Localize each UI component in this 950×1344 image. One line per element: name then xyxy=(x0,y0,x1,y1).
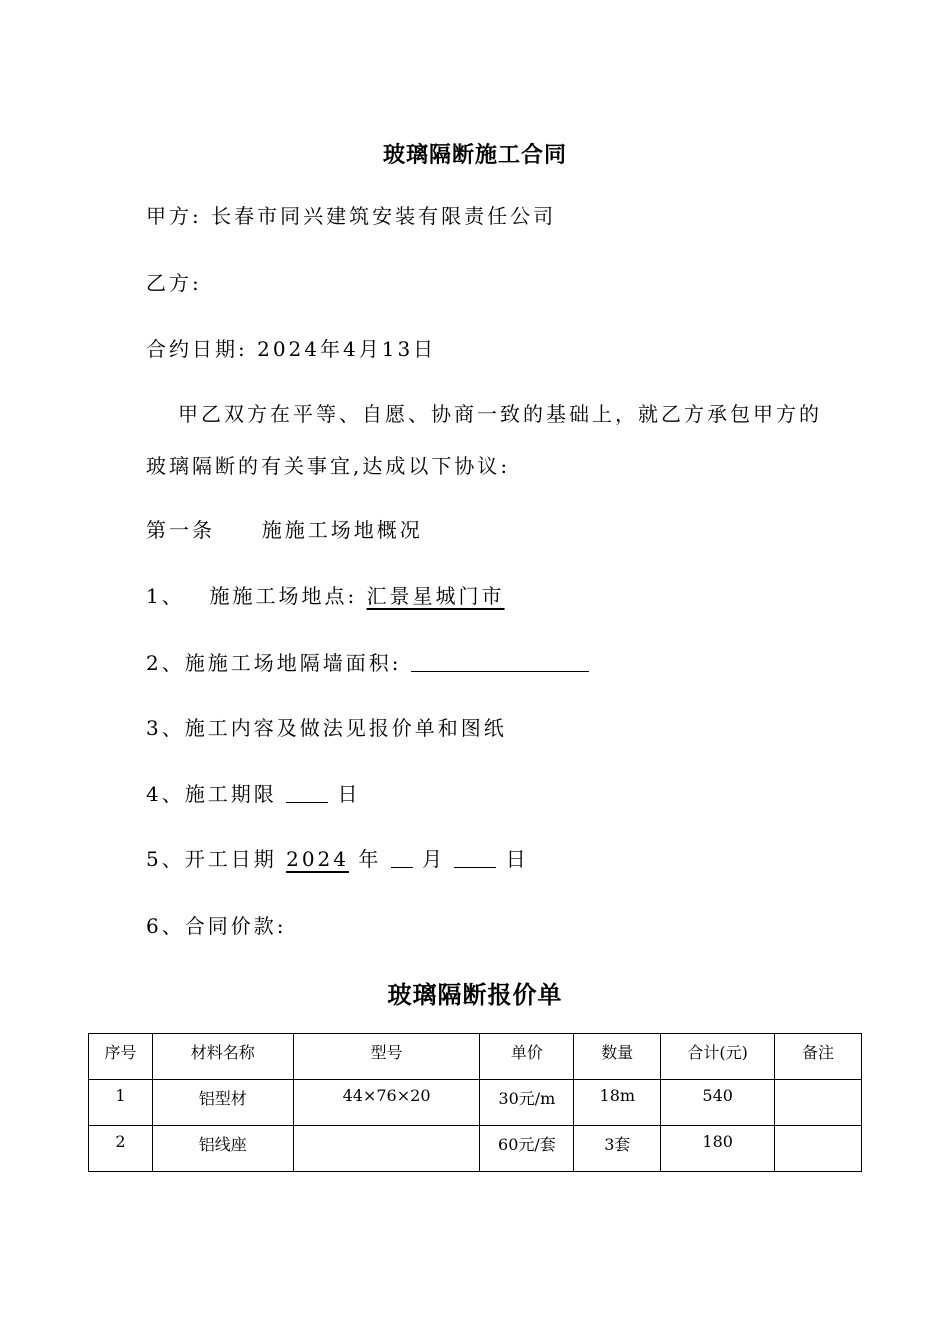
item-5-year-suffix: 年 xyxy=(358,847,382,871)
row-1-total: 540 xyxy=(661,1080,775,1126)
item-5-month-suffix: 月 xyxy=(422,847,446,871)
intro-line-1: 甲乙双方在平等、自愿、协商一致的基础上，就乙方承包甲方的 xyxy=(178,402,822,426)
item-4-suffix: 日 xyxy=(337,782,361,806)
article-1-label: 第一条 xyxy=(146,518,215,542)
quote-table xyxy=(88,1033,862,1172)
row-1-material: 铝型材 xyxy=(152,1080,293,1126)
header-cell: 合计(元) xyxy=(661,1034,775,1080)
header-cell: 材料名称 xyxy=(152,1034,293,1080)
row-2-index: 2 xyxy=(89,1126,153,1172)
table-row xyxy=(89,1080,862,1126)
table-row xyxy=(89,1126,862,1172)
item-2-blank xyxy=(411,649,589,672)
item-1-text: 施施工场地点: xyxy=(209,584,358,608)
article-1-heading xyxy=(146,516,423,544)
row-1-model: 44×76×20 xyxy=(293,1080,480,1126)
item-5-month-blank xyxy=(391,845,413,868)
contract-date-line xyxy=(146,335,436,363)
item-2 xyxy=(146,649,589,677)
item-4-blank xyxy=(286,780,328,803)
row-2-model xyxy=(293,1126,480,1172)
item-3: 3、施工内容及做法见报价单和图纸 xyxy=(146,716,507,740)
item-5-day-blank xyxy=(454,845,496,868)
item-4-text: 4、施工期限 xyxy=(146,782,277,806)
row-2-material: 铝线座 xyxy=(152,1126,293,1172)
header-cell: 单价 xyxy=(480,1034,574,1080)
row-2-total: 180 xyxy=(661,1126,775,1172)
header-cell: 型号 xyxy=(293,1034,480,1080)
date-label: 合约日期: xyxy=(146,337,248,361)
item-2-text: 2、施施工场地隔墙面积: xyxy=(146,651,402,675)
date-value: 2024年4月13日 xyxy=(257,337,437,361)
item-5-year: 2024 xyxy=(286,847,349,871)
item-4 xyxy=(146,780,360,808)
contract-title: 玻璃隔断施工合同 xyxy=(382,142,567,168)
quote-title: 玻璃隔断报价单 xyxy=(387,980,563,1009)
header-cell: 序号 xyxy=(89,1034,153,1080)
row-1-quantity: 18m xyxy=(574,1080,661,1126)
item-5-text: 5、开工日期 xyxy=(146,847,277,871)
item-5-day-suffix: 日 xyxy=(505,847,529,871)
row-2-quantity: 3套 xyxy=(574,1126,661,1172)
item-5 xyxy=(146,845,529,873)
row-2-unit-price: 60元/套 xyxy=(480,1126,574,1172)
intro-line-2: 玻璃隔断的有关事宜,达成以下协议: xyxy=(146,454,511,478)
item-1-label: 1、 xyxy=(146,584,185,608)
party-a-value: 长春市同兴建筑安装有限责任公司 xyxy=(211,204,557,228)
party-a-line xyxy=(146,202,556,230)
row-1-remark xyxy=(775,1080,862,1126)
party-a-label: 甲方: xyxy=(146,204,202,228)
item-1-value: 汇景星城门市 xyxy=(366,584,505,608)
quote-header-row xyxy=(89,1034,862,1080)
item-1 xyxy=(146,582,505,610)
item-6: 6、合同价款: xyxy=(146,914,287,938)
row-1-unit-price: 30元/m xyxy=(480,1080,574,1126)
header-cell: 数量 xyxy=(574,1034,661,1080)
header-cell: 备注 xyxy=(775,1034,862,1080)
party-b-label: 乙方: xyxy=(146,271,202,295)
row-2-remark xyxy=(775,1126,862,1172)
article-1-title: 施施工场地概况 xyxy=(261,518,423,542)
party-b-line xyxy=(146,269,202,297)
row-1-index: 1 xyxy=(89,1080,153,1126)
